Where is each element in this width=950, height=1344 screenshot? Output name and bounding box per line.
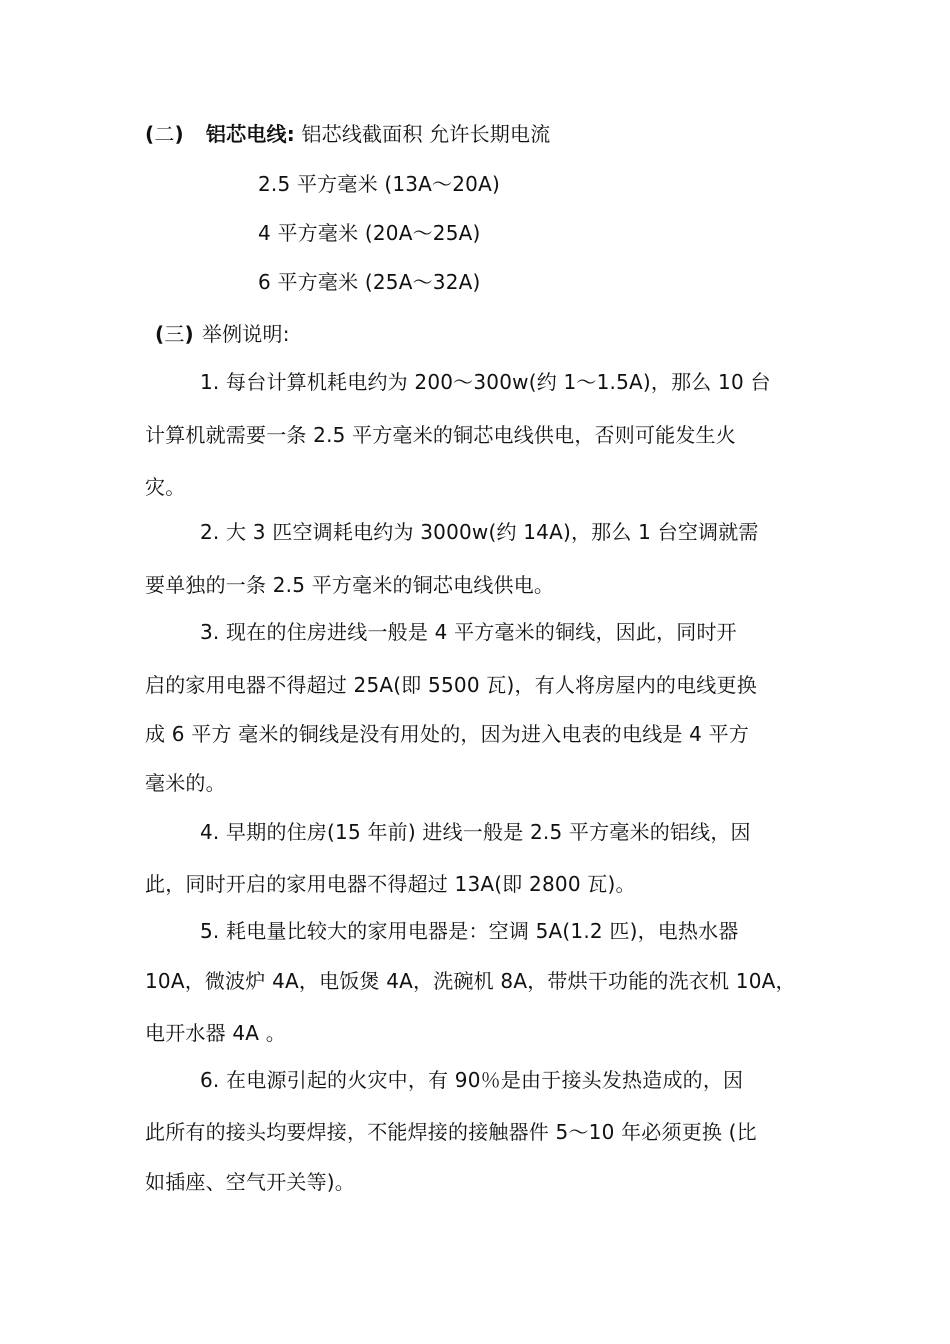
section-2-heading	[145, 120, 550, 148]
section-3-heading	[155, 320, 290, 348]
list-item-line: 计算机就需要一条 2.5 平方毫米的铜芯电线供电，否则可能发生火	[145, 423, 736, 447]
spec-row: 6 平方毫米 (25A～32A)	[258, 270, 481, 294]
list-item-line: 毫米的。	[145, 771, 226, 795]
section-2-subtitle: 铝芯线截面积 允许长期电流	[294, 122, 551, 146]
section-3-paren-open: (	[155, 322, 165, 346]
spec-row: 4 平方毫米 (20A～25A)	[258, 221, 481, 245]
list-item-line: 要单独的一条 2.5 平方毫米的铜芯电线供电。	[145, 573, 555, 597]
spec-row: 2.5 平方毫米 (13A～20A)	[258, 172, 500, 196]
list-item-line: 3. 现在的住房进线一般是 4 平方毫米的铜线，因此，同时开	[200, 620, 737, 644]
list-item-line: 2. 大 3 匹空调耗电约为 3000w(约 14A)，那么 1 台空调就需	[200, 520, 759, 544]
list-item-line: 此所有的接头均要焊接，不能焊接的接触器件 5～10 年必须更换 (比	[145, 1120, 757, 1144]
list-item-line: 1. 每台计算机耗电约为 200～300w(约 1～1.5A)，那么 10 台	[200, 370, 771, 394]
section-3-number: 三	[164, 322, 185, 346]
section-3-title: 举例说明:	[201, 322, 290, 346]
section-2-number: 二	[154, 122, 175, 146]
section-2-paren-open: (	[145, 122, 155, 146]
list-item-line: 6. 在电源引起的火灾中，有 90％是由于接头发热造成的，因	[200, 1068, 744, 1092]
list-item-line: 4. 早期的住房(15 年前) 进线一般是 2.5 平方毫米的铝线，因	[200, 820, 751, 844]
list-item-line: 5. 耗电量比较大的家用电器是：空调 5A(1.2 匹)，电热水器	[200, 919, 739, 943]
list-item-line: 此，同时开启的家用电器不得超过 13A(即 2800 瓦)。	[145, 872, 636, 896]
section-3-paren-close: )	[184, 322, 194, 346]
list-item-line: 成 6 平方 毫米的铜线是没有用处的，因为进入电表的电线是 4 平方	[145, 722, 750, 746]
section-2-paren-close: )	[174, 122, 184, 146]
list-item-line: 灾。	[145, 475, 186, 499]
list-item-line: 如插座、空气开关等)。	[145, 1170, 356, 1194]
list-item-line: 电开水器 4A 。	[145, 1021, 286, 1045]
list-item-line: 启的家用电器不得超过 25A(即 5500 瓦)，有人将房屋内的电线更换	[145, 673, 757, 697]
section-2-title: 铝芯电线:	[205, 122, 295, 146]
list-item-line: 10A，微波炉 4A，电饭煲 4A，洗碗机 8A，带烘干功能的洗衣机 10A，	[145, 969, 796, 993]
